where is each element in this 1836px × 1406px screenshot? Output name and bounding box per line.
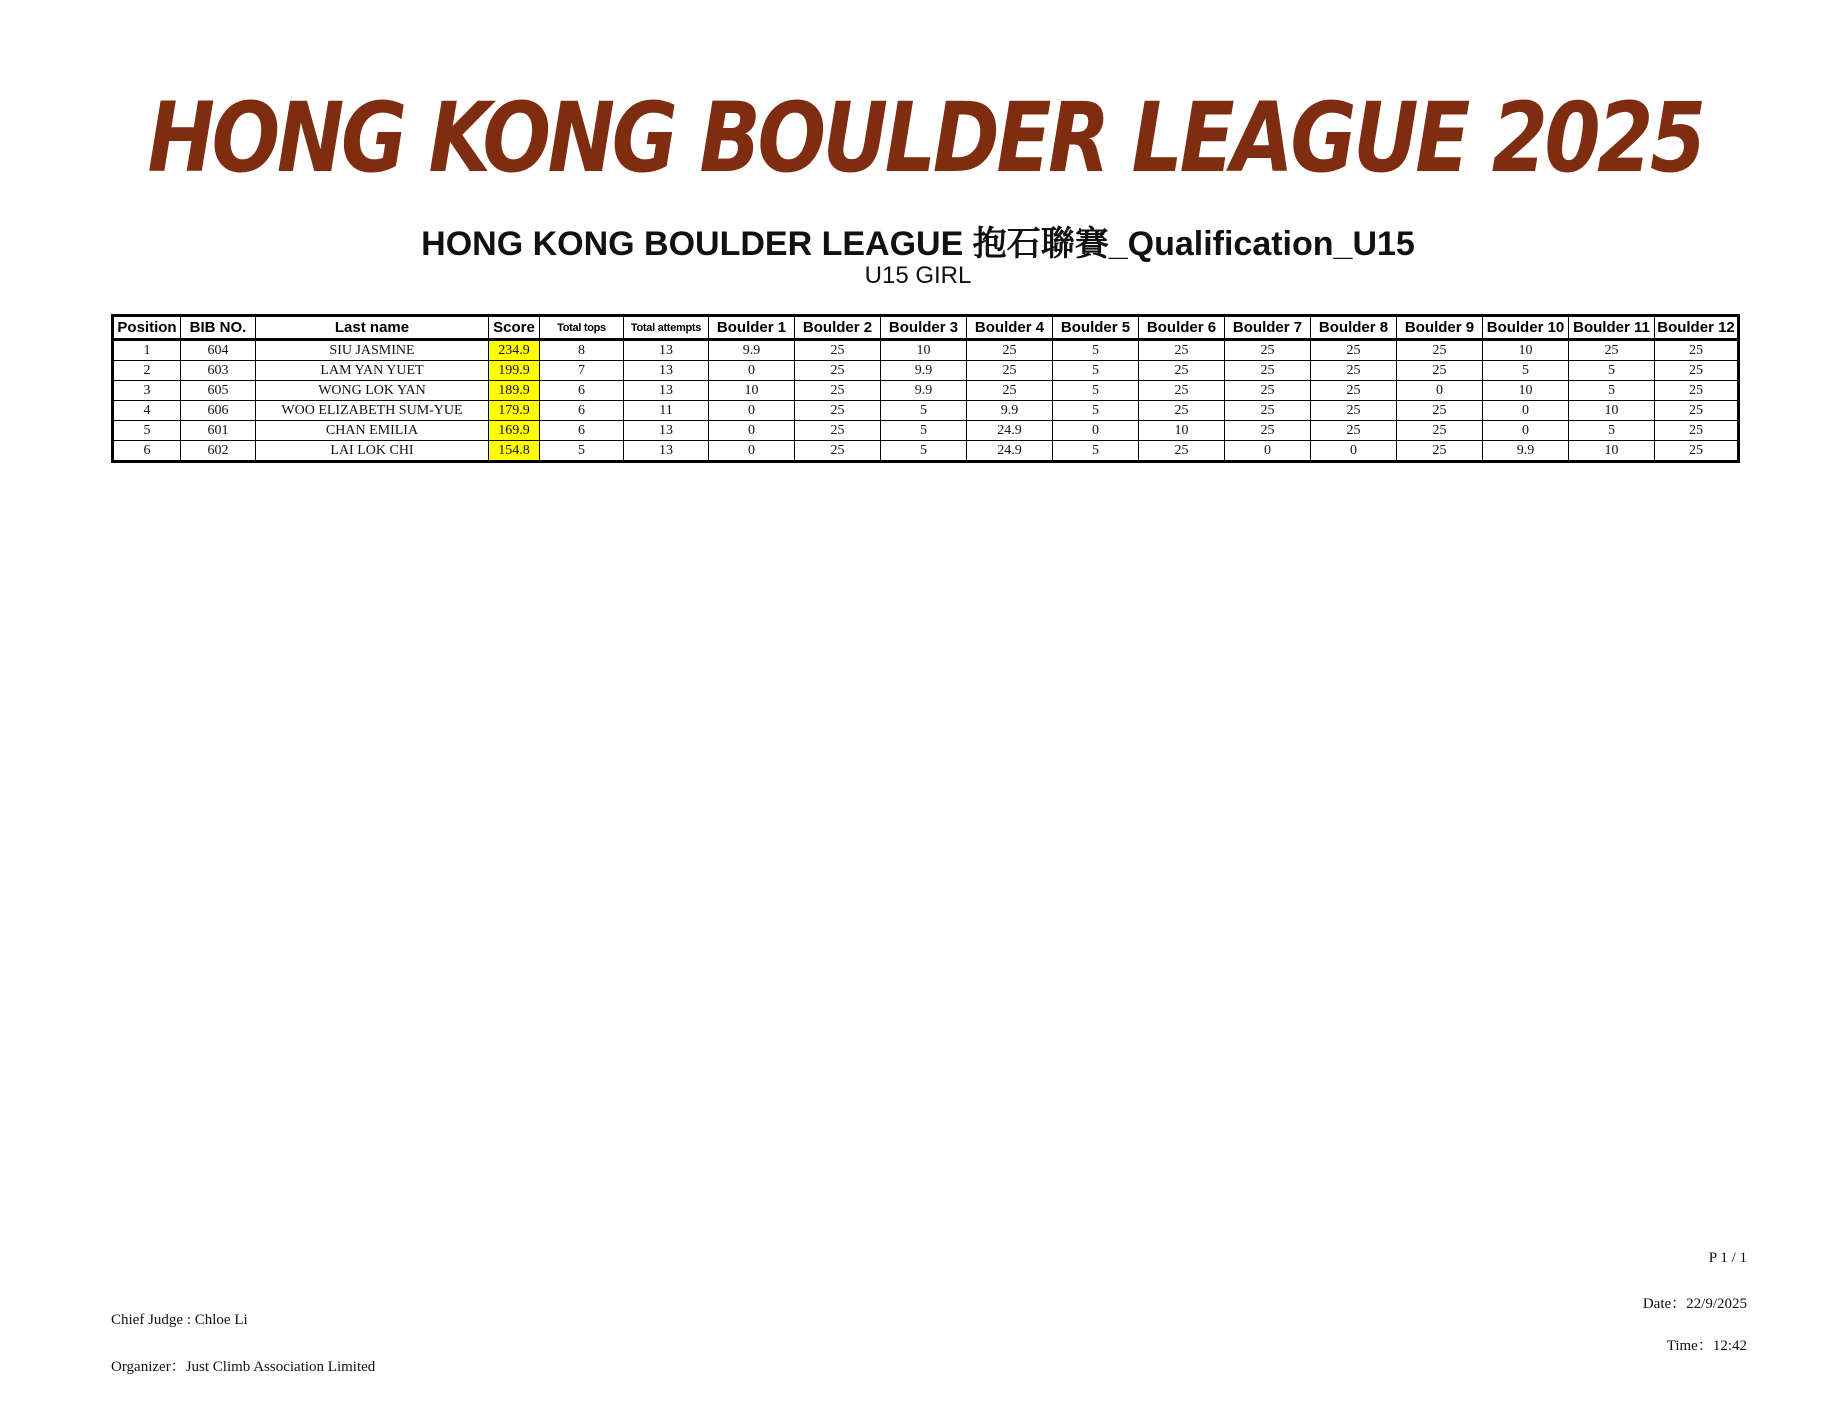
attempts-cell: 13 <box>624 381 709 401</box>
boulder-4-cell: 25 <box>967 340 1053 361</box>
results-body <box>113 340 1739 462</box>
boulder-5-cell: 5 <box>1053 361 1139 381</box>
column-header: Position <box>113 316 181 340</box>
boulder-2-cell: 25 <box>795 441 881 462</box>
boulder-9-cell: 25 <box>1397 421 1483 441</box>
tops-cell: 7 <box>540 361 624 381</box>
boulder-12-cell: 25 <box>1655 381 1739 401</box>
boulder-4-cell: 25 <box>967 381 1053 401</box>
report-time: Time：12:42 <box>1666 1338 1747 1354</box>
results-table <box>111 314 1740 463</box>
table-row <box>113 381 1739 401</box>
boulder-7-cell: 25 <box>1225 401 1311 421</box>
boulder-6-cell: 25 <box>1139 340 1225 361</box>
boulder-6-cell: 25 <box>1139 381 1225 401</box>
boulder-11-cell: 10 <box>1569 401 1655 421</box>
boulder-5-cell: 5 <box>1053 340 1139 361</box>
boulder-1-cell: 0 <box>709 441 795 462</box>
column-header: Boulder 5 <box>1053 316 1139 340</box>
boulder-5-cell: 5 <box>1053 401 1139 421</box>
position-cell: 4 <box>113 401 181 421</box>
tops-cell: 6 <box>540 421 624 441</box>
boulder-10-cell: 10 <box>1483 381 1569 401</box>
attempts-cell: 13 <box>624 361 709 381</box>
boulder-12-cell: 25 <box>1655 441 1739 462</box>
column-header: Boulder 9 <box>1397 316 1483 340</box>
position-cell: 5 <box>113 421 181 441</box>
boulder-10-cell: 9.9 <box>1483 441 1569 462</box>
league-banner: HONG KONG BOULDER LEAGUE 2025 <box>147 82 1703 194</box>
page-number: P 1 / 1 <box>1708 1250 1747 1266</box>
attempts-cell: 13 <box>624 441 709 462</box>
attempts-cell: 13 <box>624 340 709 361</box>
tops-cell: 6 <box>540 401 624 421</box>
boulder-8-cell: 25 <box>1311 361 1397 381</box>
name-cell: WONG LOK YAN <box>256 381 489 401</box>
column-header: Boulder 6 <box>1139 316 1225 340</box>
boulder-5-cell: 5 <box>1053 381 1139 401</box>
table-row <box>113 361 1739 381</box>
tops-cell: 6 <box>540 381 624 401</box>
table-header-row <box>113 316 1739 340</box>
boulder-6-cell: 25 <box>1139 401 1225 421</box>
boulder-8-cell: 25 <box>1311 340 1397 361</box>
boulder-2-cell: 25 <box>795 421 881 441</box>
table-row <box>113 401 1739 421</box>
boulder-3-cell: 9.9 <box>881 361 967 381</box>
bib-cell: 603 <box>181 361 256 381</box>
position-cell: 6 <box>113 441 181 462</box>
boulder-6-cell: 25 <box>1139 361 1225 381</box>
column-header: Boulder 2 <box>795 316 881 340</box>
boulder-1-cell: 0 <box>709 401 795 421</box>
boulder-6-cell: 10 <box>1139 421 1225 441</box>
boulder-3-cell: 5 <box>881 421 967 441</box>
boulder-12-cell: 25 <box>1655 401 1739 421</box>
table-row <box>113 421 1739 441</box>
tops-cell: 8 <box>540 340 624 361</box>
boulder-4-cell: 24.9 <box>967 441 1053 462</box>
boulder-12-cell: 25 <box>1655 361 1739 381</box>
name-cell: WOO ELIZABETH SUM-YUE <box>256 401 489 421</box>
column-header: Boulder 8 <box>1311 316 1397 340</box>
boulder-1-cell: 10 <box>709 381 795 401</box>
boulder-8-cell: 25 <box>1311 421 1397 441</box>
column-header: Total tops <box>540 316 624 340</box>
boulder-5-cell: 0 <box>1053 421 1139 441</box>
boulder-11-cell: 25 <box>1569 340 1655 361</box>
bib-cell: 605 <box>181 381 256 401</box>
boulder-7-cell: 25 <box>1225 421 1311 441</box>
boulder-2-cell: 25 <box>795 381 881 401</box>
boulder-10-cell: 5 <box>1483 361 1569 381</box>
boulder-11-cell: 10 <box>1569 441 1655 462</box>
page-title: HONG KONG BOULDER LEAGUE 抱石聯賽_Qualification_U15 <box>421 225 1415 263</box>
boulder-9-cell: 25 <box>1397 441 1483 462</box>
score-cell: 234.9 <box>489 340 540 361</box>
attempts-cell: 13 <box>624 421 709 441</box>
boulder-7-cell: 25 <box>1225 340 1311 361</box>
boulder-1-cell: 0 <box>709 361 795 381</box>
boulder-9-cell: 25 <box>1397 401 1483 421</box>
score-cell: 179.9 <box>489 401 540 421</box>
boulder-7-cell: 25 <box>1225 361 1311 381</box>
boulder-1-cell: 0 <box>709 421 795 441</box>
boulder-12-cell: 25 <box>1655 340 1739 361</box>
name-cell: LAI LOK CHI <box>256 441 489 462</box>
boulder-3-cell: 5 <box>881 401 967 421</box>
column-header: Total attempts <box>624 316 709 340</box>
boulder-2-cell: 25 <box>795 340 881 361</box>
boulder-8-cell: 25 <box>1311 401 1397 421</box>
position-cell: 2 <box>113 361 181 381</box>
score-cell: 199.9 <box>489 361 540 381</box>
boulder-9-cell: 0 <box>1397 381 1483 401</box>
bib-cell: 602 <box>181 441 256 462</box>
organizer: Organizer：Just Climb Association Limited <box>111 1359 376 1375</box>
boulder-10-cell: 10 <box>1483 340 1569 361</box>
boulder-9-cell: 25 <box>1397 361 1483 381</box>
boulder-2-cell: 25 <box>795 401 881 421</box>
table-row <box>113 340 1739 361</box>
column-header: Boulder 1 <box>709 316 795 340</box>
score-cell: 189.9 <box>489 381 540 401</box>
column-header: Boulder 7 <box>1225 316 1311 340</box>
column-header: Boulder 11 <box>1569 316 1655 340</box>
boulder-4-cell: 25 <box>967 361 1053 381</box>
boulder-3-cell: 5 <box>881 441 967 462</box>
tops-cell: 5 <box>540 441 624 462</box>
column-header: BIB NO. <box>181 316 256 340</box>
report-date: Date：22/9/2025 <box>1642 1296 1747 1312</box>
boulder-4-cell: 9.9 <box>967 401 1053 421</box>
boulder-6-cell: 25 <box>1139 441 1225 462</box>
column-header: Boulder 12 <box>1655 316 1739 340</box>
boulder-3-cell: 9.9 <box>881 381 967 401</box>
bib-cell: 604 <box>181 340 256 361</box>
name-cell: LAM YAN YUET <box>256 361 489 381</box>
chief-judge: Chief Judge : Chloe Li <box>111 1312 248 1328</box>
bib-cell: 601 <box>181 421 256 441</box>
table-row <box>113 441 1739 462</box>
boulder-4-cell: 24.9 <box>967 421 1053 441</box>
column-header: Last name <box>256 316 489 340</box>
boulder-1-cell: 9.9 <box>709 340 795 361</box>
boulder-5-cell: 5 <box>1053 441 1139 462</box>
boulder-11-cell: 5 <box>1569 421 1655 441</box>
position-cell: 1 <box>113 340 181 361</box>
boulder-7-cell: 25 <box>1225 381 1311 401</box>
boulder-7-cell: 0 <box>1225 441 1311 462</box>
position-cell: 3 <box>113 381 181 401</box>
bib-cell: 606 <box>181 401 256 421</box>
score-cell: 154.8 <box>489 441 540 462</box>
boulder-11-cell: 5 <box>1569 361 1655 381</box>
boulder-9-cell: 25 <box>1397 340 1483 361</box>
name-cell: SIU JASMINE <box>256 340 489 361</box>
column-header: Score <box>489 316 540 340</box>
boulder-8-cell: 25 <box>1311 381 1397 401</box>
boulder-8-cell: 0 <box>1311 441 1397 462</box>
boulder-12-cell: 25 <box>1655 421 1739 441</box>
boulder-10-cell: 0 <box>1483 401 1569 421</box>
column-header: Boulder 3 <box>881 316 967 340</box>
boulder-10-cell: 0 <box>1483 421 1569 441</box>
category-subtitle: U15 GIRL <box>864 262 972 289</box>
score-cell: 169.9 <box>489 421 540 441</box>
column-header: Boulder 4 <box>967 316 1053 340</box>
boulder-2-cell: 25 <box>795 361 881 381</box>
boulder-11-cell: 5 <box>1569 381 1655 401</box>
column-header: Boulder 10 <box>1483 316 1569 340</box>
attempts-cell: 11 <box>624 401 709 421</box>
boulder-3-cell: 10 <box>881 340 967 361</box>
name-cell: CHAN EMILIA <box>256 421 489 441</box>
